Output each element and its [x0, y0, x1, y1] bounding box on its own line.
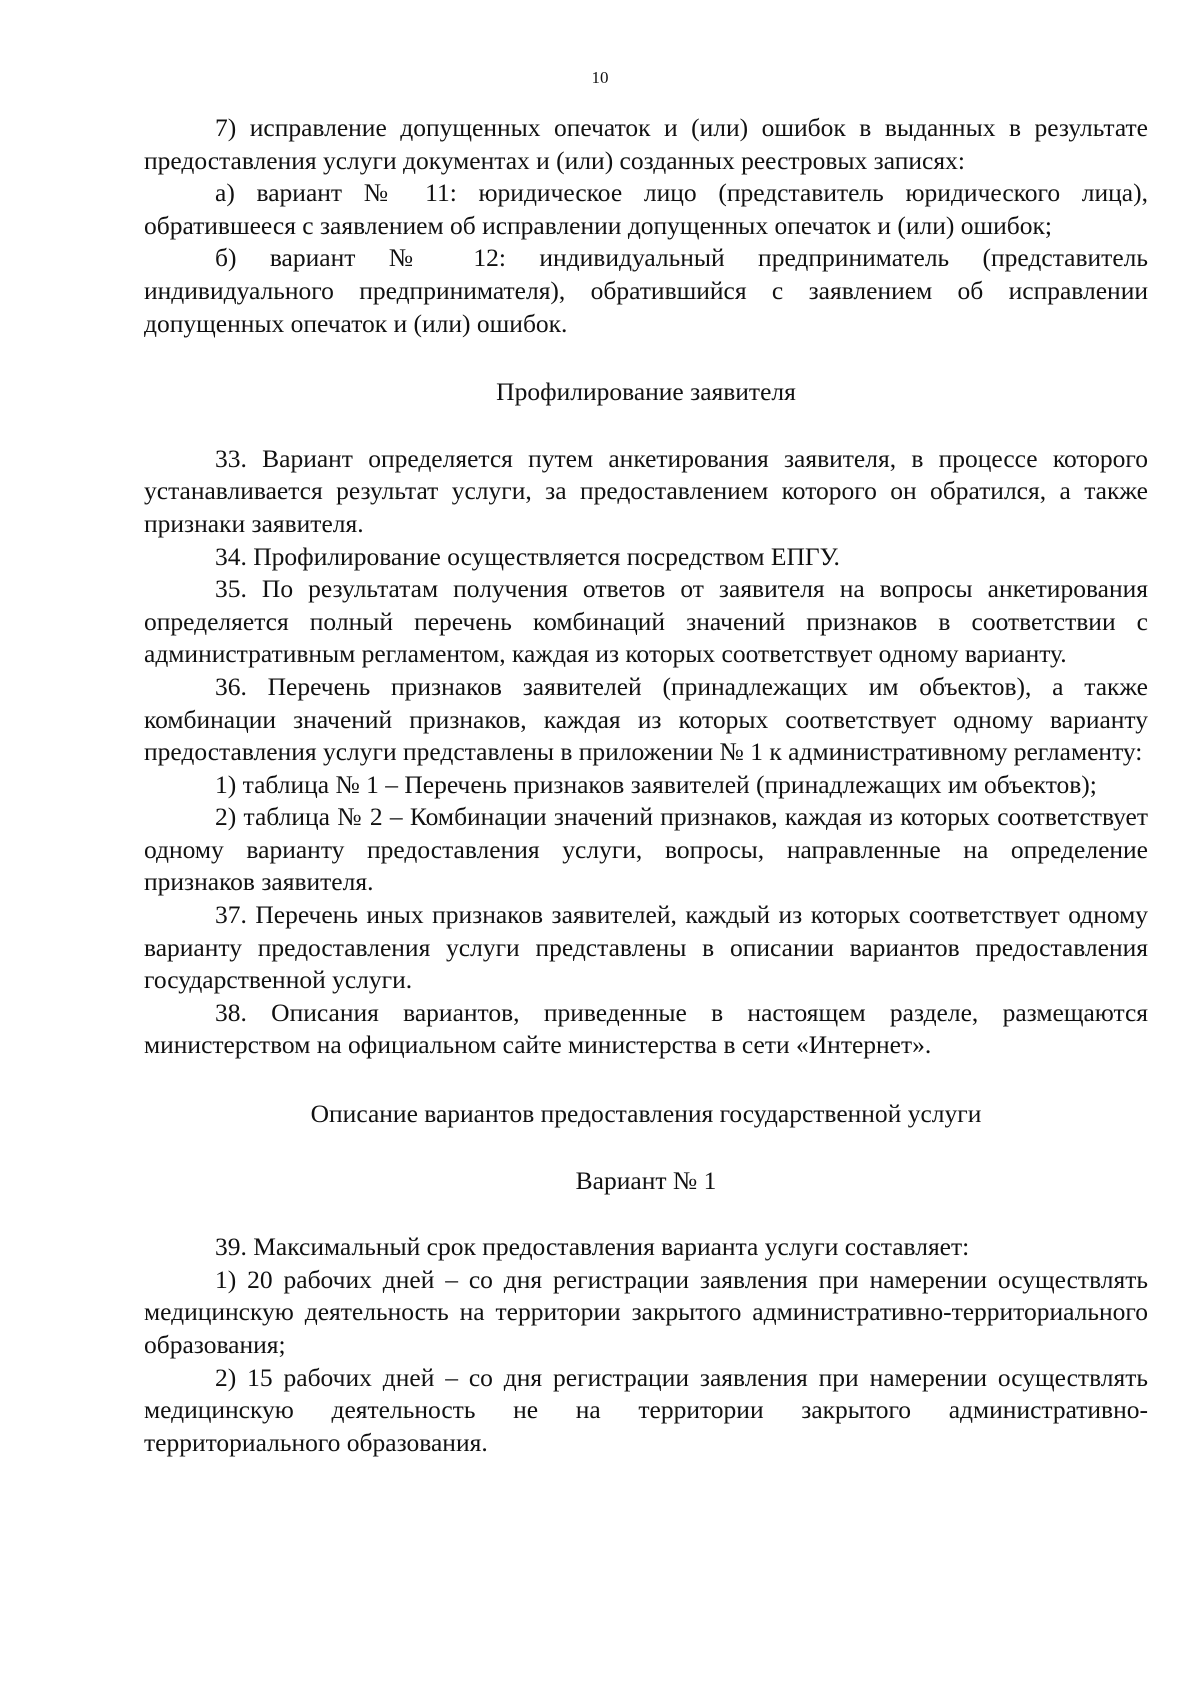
paragraph-37: 37. Перечень иных признаков заявителей, каждый из которых соответствует одному варианту предоставления услуги представлены в описании вариантов предоставления государственной услуги. [144, 900, 1148, 995]
paragraph-39-item-2: 2) 15 рабочих дней – со дня регистрации заявления при намерении осуществлять медицинскую деятельность не на территории закрытого административно-территориального образования. [144, 1362, 1148, 1457]
paragraph-39: 39. Максимальный срок предоставления варианта услуги составляет: [215, 1232, 970, 1262]
subsection-heading-variant-1: Вариант № 1 [575, 1165, 717, 1195]
section-heading-variants: Описание вариантов предоставления государственной услуги [310, 1099, 982, 1129]
paragraph-33: 33. Вариант определяется путем анкетирования заявителя, в процессе которого устанавливается результат услуги, за предоставлением которого он обратился, а также признаки заявителя. [144, 443, 1148, 538]
paragraph-38: 38. Описания вариантов, приведенные в настоящем разделе, размещаются министерством на официальном сайте министерства в сети «Интернет». [144, 997, 1148, 1060]
section-heading-profiling: Профилирование заявителя [496, 377, 796, 407]
paragraph-item-7a: а) вариант № 11: юридическое лицо (представитель юридического лица), обратившееся с заявлением об исправлении допущенных опечаток и (или) ошибок; [144, 178, 1148, 240]
paragraph-item-7: 7) исправление допущенных опечаток и (или) ошибок в выданных в результате предоставления услуги документах и (или) созданных реестровых записях: [144, 113, 1148, 175]
paragraph-36: 36. Перечень признаков заявителей (принадлежащих им объектов), а также комбинации значений признаков, каждая из которых соответствует одному варианту предоставления услуги представлены в приложении № 1 к административному регламенту: [144, 671, 1148, 767]
document-body [144, 112, 1148, 1459]
paragraph-39-item-1: 1) 20 рабочих дней – со дня регистрации заявления при намерении осуществлять медицинскую деятельность на территории закрытого административно-территориального образования; [144, 1264, 1148, 1359]
paragraph-36-item-2: 2) таблица № 2 – Комбинации значений признаков, каждая из которых соответствует одному варианту предоставления услуги, вопросы, направленные на определение признаков заявителя. [144, 802, 1148, 897]
paragraph-34: 34. Профилирование осуществляется посредством ЕПГУ. [215, 541, 840, 571]
paragraph-item-7b: б) вариант № 12: индивидуальный предприниматель (представитель индивидуального предпринимателя), обратившийся с заявлением об исправлении допущенных опечаток и (или) ошибок. [144, 243, 1148, 338]
paragraph-36-item-1: 1) таблица № 1 – Перечень признаков заявителей (принадлежащих им объектов); [215, 769, 1097, 799]
page-number: 10 [591, 68, 609, 87]
paragraph-35: 35. По результатам получения ответов от заявителя на вопросы анкетирования определяется полный перечень комбинаций значений признаков в соответствии с административным регламентом, каждая из которых соответствует одному варианту. [144, 574, 1148, 669]
